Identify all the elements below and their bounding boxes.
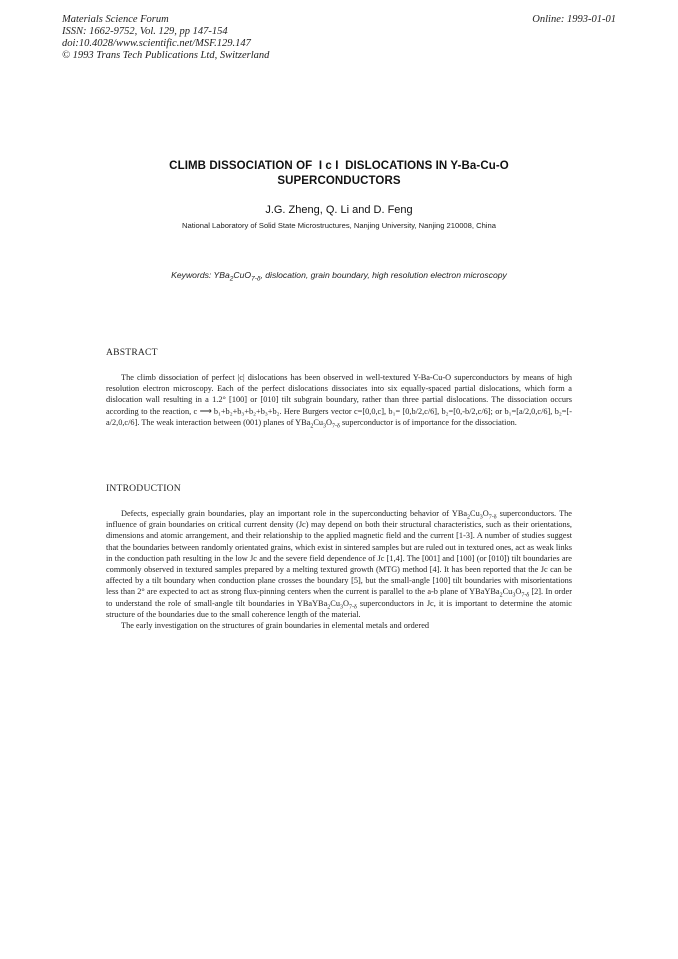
introduction-heading: INTRODUCTION — [106, 483, 181, 494]
intro-paragraph-2: The early investigation on the structures of grain boundaries in elemental metals and ordered — [121, 621, 430, 631]
issn-line: ISSN: 1662-9752, Vol. 129, pp 147-154 — [62, 26, 228, 37]
keywords — [80, 270, 598, 283]
intro-paragraph-1: Defects, especially grain boundaries, play an important role in the superconducting behavior of $YBa_2Cu_3O_{7-\delta}$ superconductors. The influence of grain boundaries on critical current density (Jc) may depend on both their structural characteristics, such as their orientations, dimensions and atomic arrangement, and their relationship to the applied magnetic field and the current [1-3]. A number of studies suggest that the boundaries between randomly orientated grains, which exist in sintered samples but are ruled out in textured ones, act as weak links in the conduction path resulting in the low Jc and the severe field dependence of Jc [1,4]. The [001] and [100] (or [010]) tilt boundaries are commonly observed in textured samples prepared by a melting textured growth (MTG) method [4]. It has been reported that the Jc can be affected by a tilt boundary when conduction plane crosses the boundary [5], but the small-angle [100] tilt boundaries with misorientations less than 2° are expected to act as strong flux-pinning centers when the current is parallel to the a-b plane of $YBaYBa_2Cu_3O_{7-\delta}$ [2]. In order to understand the role of small-angle tilt boundaries in $YBaYBa_2Cu_3O_{7-\delta}$ superconductors in Jc, it is important to determine the atomic structure of the boundaries due to the small coherence length of the material. — [106, 509, 573, 619]
paper-title — [100, 159, 578, 189]
journal-name: Materials Science Forum — [62, 14, 169, 25]
abstract-heading: ABSTRACT — [106, 347, 158, 358]
affiliation: National Laboratory of Solid State Microstructures, Nanjing University, Nanjing 210008, China — [182, 221, 496, 230]
title-line-1: CLIMB DISSOCIATION OF I c I DISLOCATIONS IN Y-Ba-Cu-O — [169, 160, 509, 172]
introduction-text — [106, 508, 572, 631]
abstract-text: The climb dissociation of perfect |c| dislocations has been observed in well-textured Y-Ba-Cu-O superconductors by means of high resolution electron microscopy. Each of the perfect dislocations dissociates into six equally-spaced partial dislocations, which form a dislocation wall resulting in a 1.2° [100] or [010] tilt subgrain boundary, rather than three partial dislocations. The dissociation occurs according to the reaction, c ⟶ b₁+b₂+b₃+b₂+b₃+b₂. Here Burgers vector c=[0,0,c], b₁= [0,b/2,c/6], b₂=[0,-b/2,c/6]; or b₁=[a/2,0,c/6], b₂=[-a/2,0,c/6]. The weak interaction between (001) planes of $YBa_2Cu_3O_{7-\delta}$ superconductor is of importance for the dissociation. — [106, 373, 572, 430]
journal-header — [62, 14, 269, 62]
authors: J.G. Zheng, Q. Li and D. Feng — [265, 204, 413, 216]
keywords-compound: YBa$_2$CuO$_{7-\delta}$ — [213, 270, 261, 283]
copyright-line: © 1993 Trans Tech Publications Ltd, Switzerland — [62, 50, 270, 61]
title-line-2: SUPERCONDUCTORS — [277, 175, 401, 187]
keywords-list: , dislocation, grain boundary, high resolution electron microscopy — [260, 270, 507, 280]
doi-line: doi:10.4028/www.scientific.net/MSF.129.147 — [62, 38, 251, 49]
keywords-label: Keywords: — [171, 270, 212, 280]
online-date: Online: 1993-01-01 — [532, 14, 616, 25]
